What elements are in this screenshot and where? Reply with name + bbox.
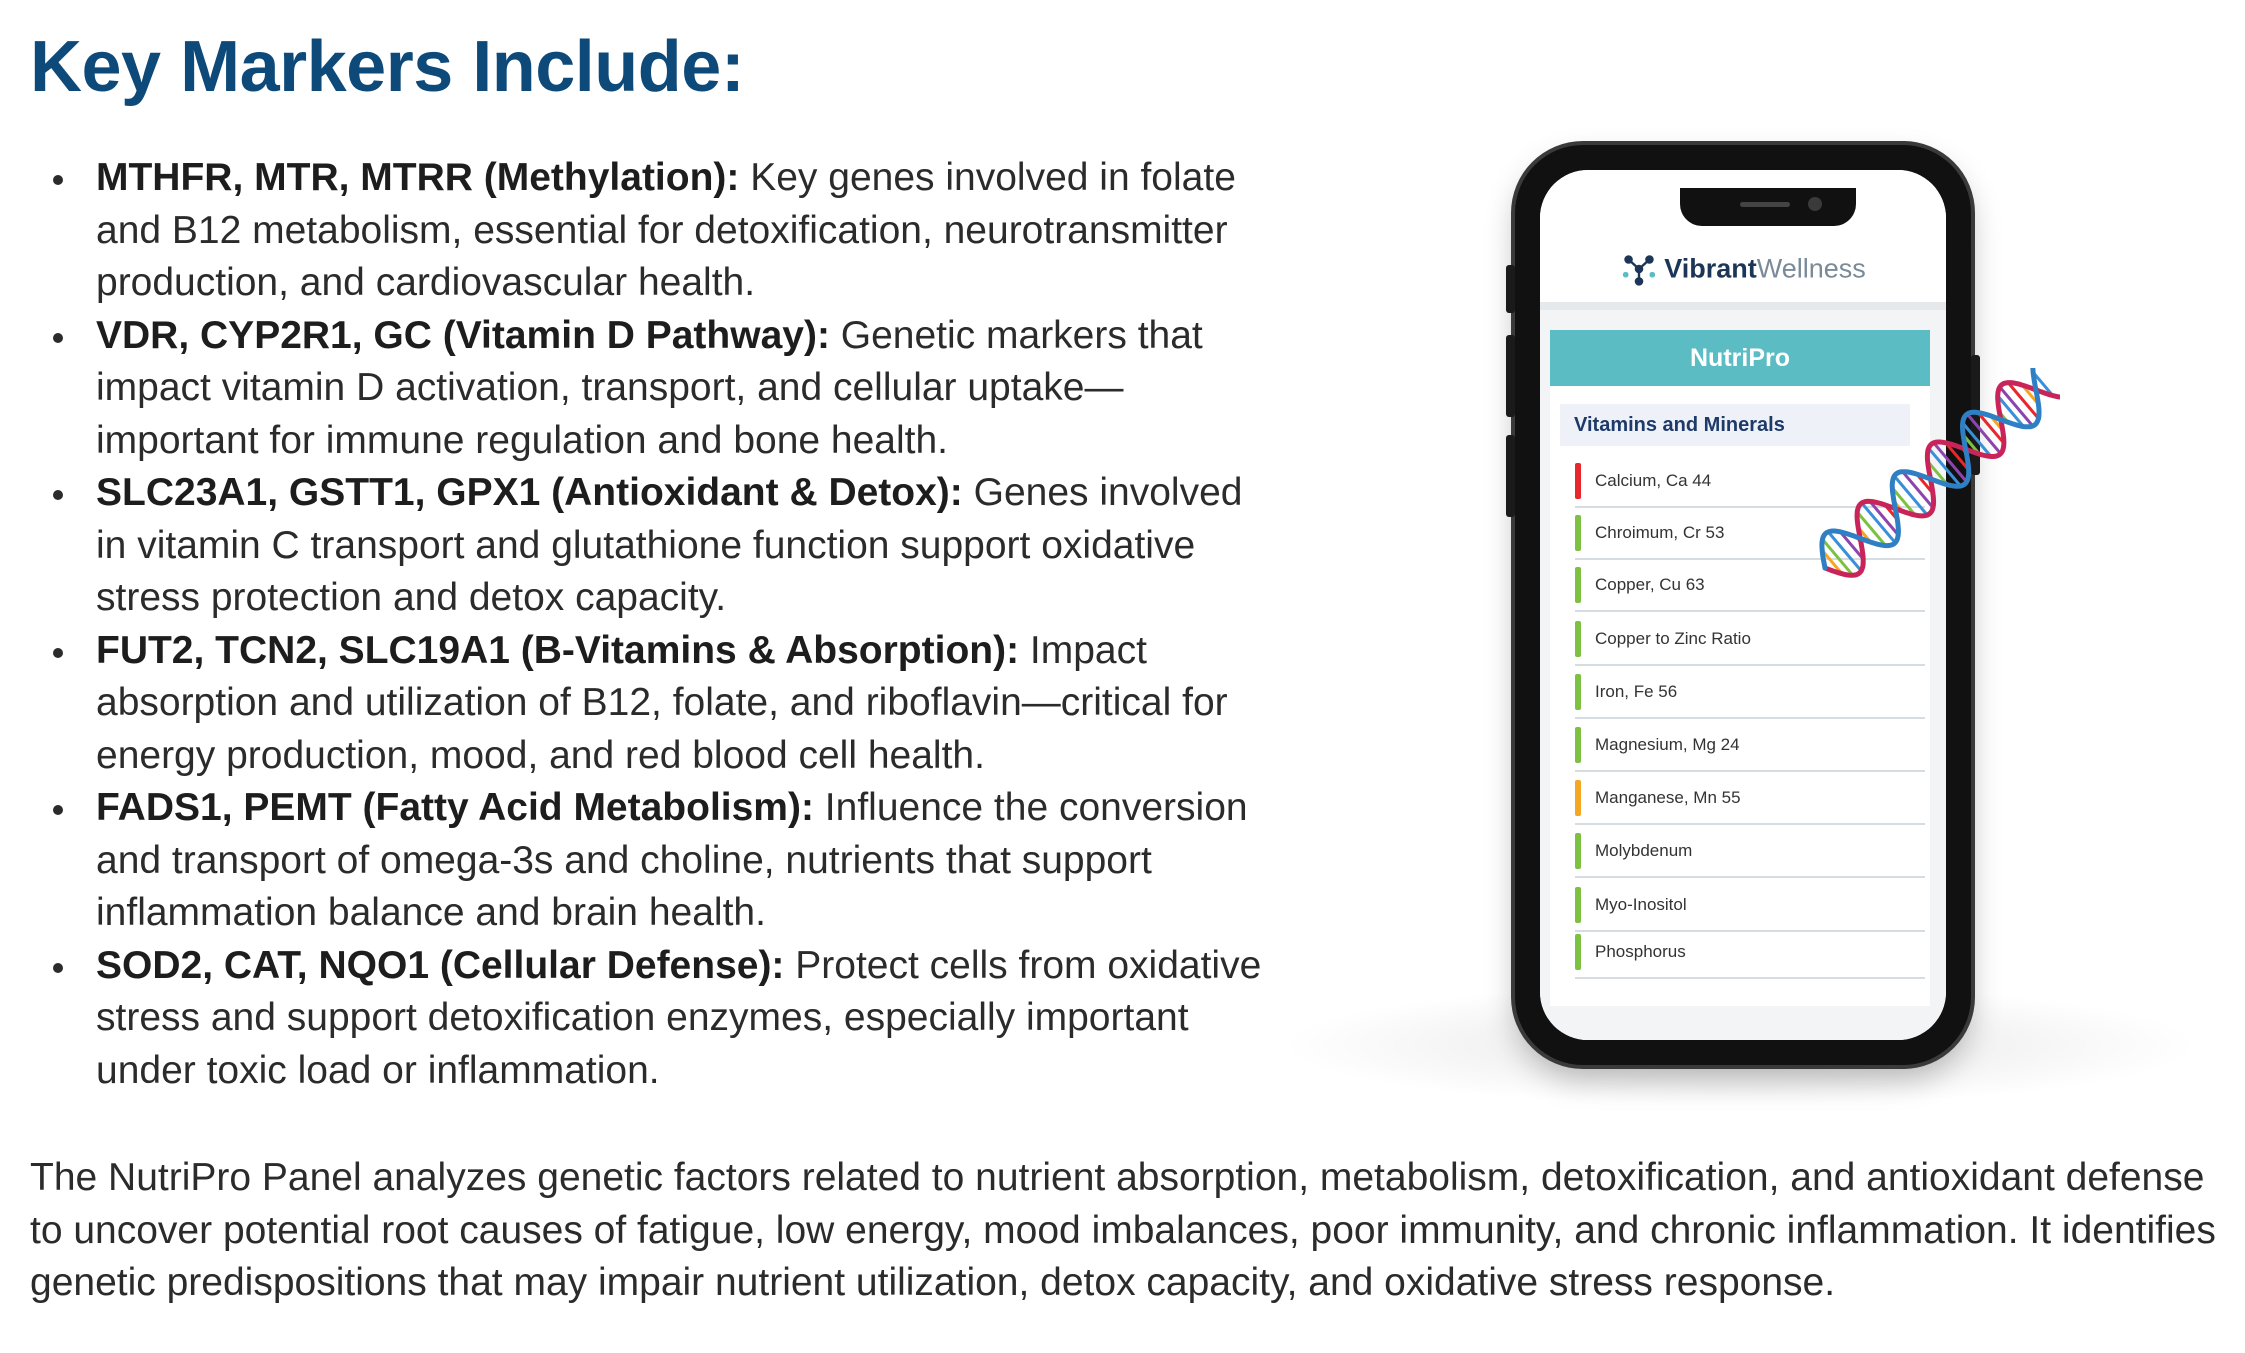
result-label: Copper to Zinc Ratio: [1595, 629, 1751, 648]
result-label: Iron, Fe 56: [1595, 682, 1678, 701]
brand-logo: [1540, 250, 1946, 288]
marker-item: [96, 152, 1266, 310]
result-label: Phosphorus: [1595, 942, 1686, 961]
marker-term: SOD2, CAT, NQO1 (Cellular Defense):: [96, 943, 785, 987]
status-flag: [1575, 674, 1581, 710]
vibrant-wellness-logo-icon: [1620, 250, 1658, 288]
status-flag: [1575, 567, 1581, 603]
brand-name-light: Wellness: [1756, 253, 1866, 284]
result-label: Manganese, Mn 55: [1595, 788, 1741, 807]
result-label: Molybdenum: [1595, 841, 1693, 860]
result-row[interactable]: [1575, 614, 1925, 666]
result-label: Myo-Inositol: [1595, 895, 1687, 914]
status-flag: [1575, 463, 1581, 499]
marker-term: SLC23A1, GSTT1, GPX1 (Antioxidant & Detox):: [96, 471, 963, 514]
marker-description: Influence the conversion and transport of omega-3s and choline, nutrients that support inflammation balance and brain health.: [96, 786, 1248, 934]
brand-name-strong: Vibrant: [1664, 253, 1757, 284]
result-row[interactable]: [1575, 927, 1925, 979]
speaker-grille: [1740, 202, 1790, 207]
key-markers-list: [96, 152, 1266, 1097]
marker-item: [96, 940, 1266, 1098]
marker-item: [96, 782, 1266, 940]
result-row[interactable]: [1575, 773, 1925, 825]
marker-description: Key genes involved in folate and B12 metabolism, essential for detoxification, neurotransmitter production, and cardiovascular health.: [96, 156, 1236, 304]
result-label: Calcium, Ca 44: [1595, 471, 1712, 490]
result-row[interactable]: [1575, 667, 1925, 719]
marker-term: FADS1, PEMT (Fatty Acid Metabolism):: [96, 786, 814, 829]
phone-volume-down-button: [1506, 435, 1515, 517]
phone-mockup: [1515, 145, 1971, 1065]
marker-description: Impact absorption and utilization of B12, folate, and riboflavin—critical for energy production, mood, and red blood cell health.: [96, 628, 1228, 777]
status-flag: [1575, 780, 1581, 816]
front-camera: [1808, 197, 1822, 211]
status-flag: [1575, 727, 1581, 763]
result-label: Magnesium, Mg 24: [1595, 735, 1740, 754]
marker-term: MTHFR, MTR, MTRR (Methylation):: [96, 156, 740, 199]
panel-title-bar[interactable]: NutriPro: [1550, 330, 1930, 386]
phone-screen: [1540, 170, 1946, 1040]
marker-item: [96, 625, 1266, 783]
phone-notch: [1680, 188, 1856, 226]
page-title: Key Markers Include:: [30, 27, 745, 107]
status-flag: [1575, 887, 1581, 923]
dna-helix-icon: [1815, 368, 2060, 578]
status-flag: [1575, 515, 1581, 551]
result-label: Chroimum, Cr 53: [1595, 523, 1725, 542]
marker-description: Genetic markers that impact vitamin D activation, transport, and cellular uptake—important for immune regulation and bone health.: [96, 313, 1203, 462]
result-row[interactable]: [1575, 826, 1925, 878]
status-flag: [1575, 934, 1581, 970]
summary-paragraph: The NutriPro Panel analyzes genetic factors related to nutrient absorption, metabolism, detoxification, and antioxidant defense to uncover potential root causes of fatigue, low energy, mood imbalances, poor immunity, and chronic inflammation. It identifies genetic predispositions that may impair nutrient utilization, detox capacity, and oxidative stress response.: [30, 1156, 2216, 1304]
marker-term: FUT2, TCN2, SLC19A1 (B-Vitamins & Absorption):: [96, 628, 1020, 672]
result-row[interactable]: [1575, 720, 1925, 772]
section-header: Vitamins and Minerals: [1560, 404, 1910, 446]
marker-description: Genes involved in vitamin C transport and glutathione function support oxidative stress protection and detox capacity.: [96, 471, 1243, 619]
phone-mute-switch: [1506, 265, 1515, 313]
status-flag: [1575, 621, 1581, 657]
app-header: [1540, 170, 1946, 310]
result-label: Copper, Cu 63: [1595, 575, 1705, 594]
marker-item: [96, 467, 1266, 625]
marker-description: Protect cells from oxidative stress and support detoxification enzymes, especially important under toxic load or inflammation.: [96, 943, 1262, 1092]
marker-term: VDR, CYP2R1, GC (Vitamin D Pathway):: [96, 313, 830, 357]
phone-volume-up-button: [1506, 335, 1515, 417]
status-flag: [1575, 833, 1581, 869]
marker-item: [96, 310, 1266, 468]
result-row[interactable]: [1575, 880, 1925, 932]
